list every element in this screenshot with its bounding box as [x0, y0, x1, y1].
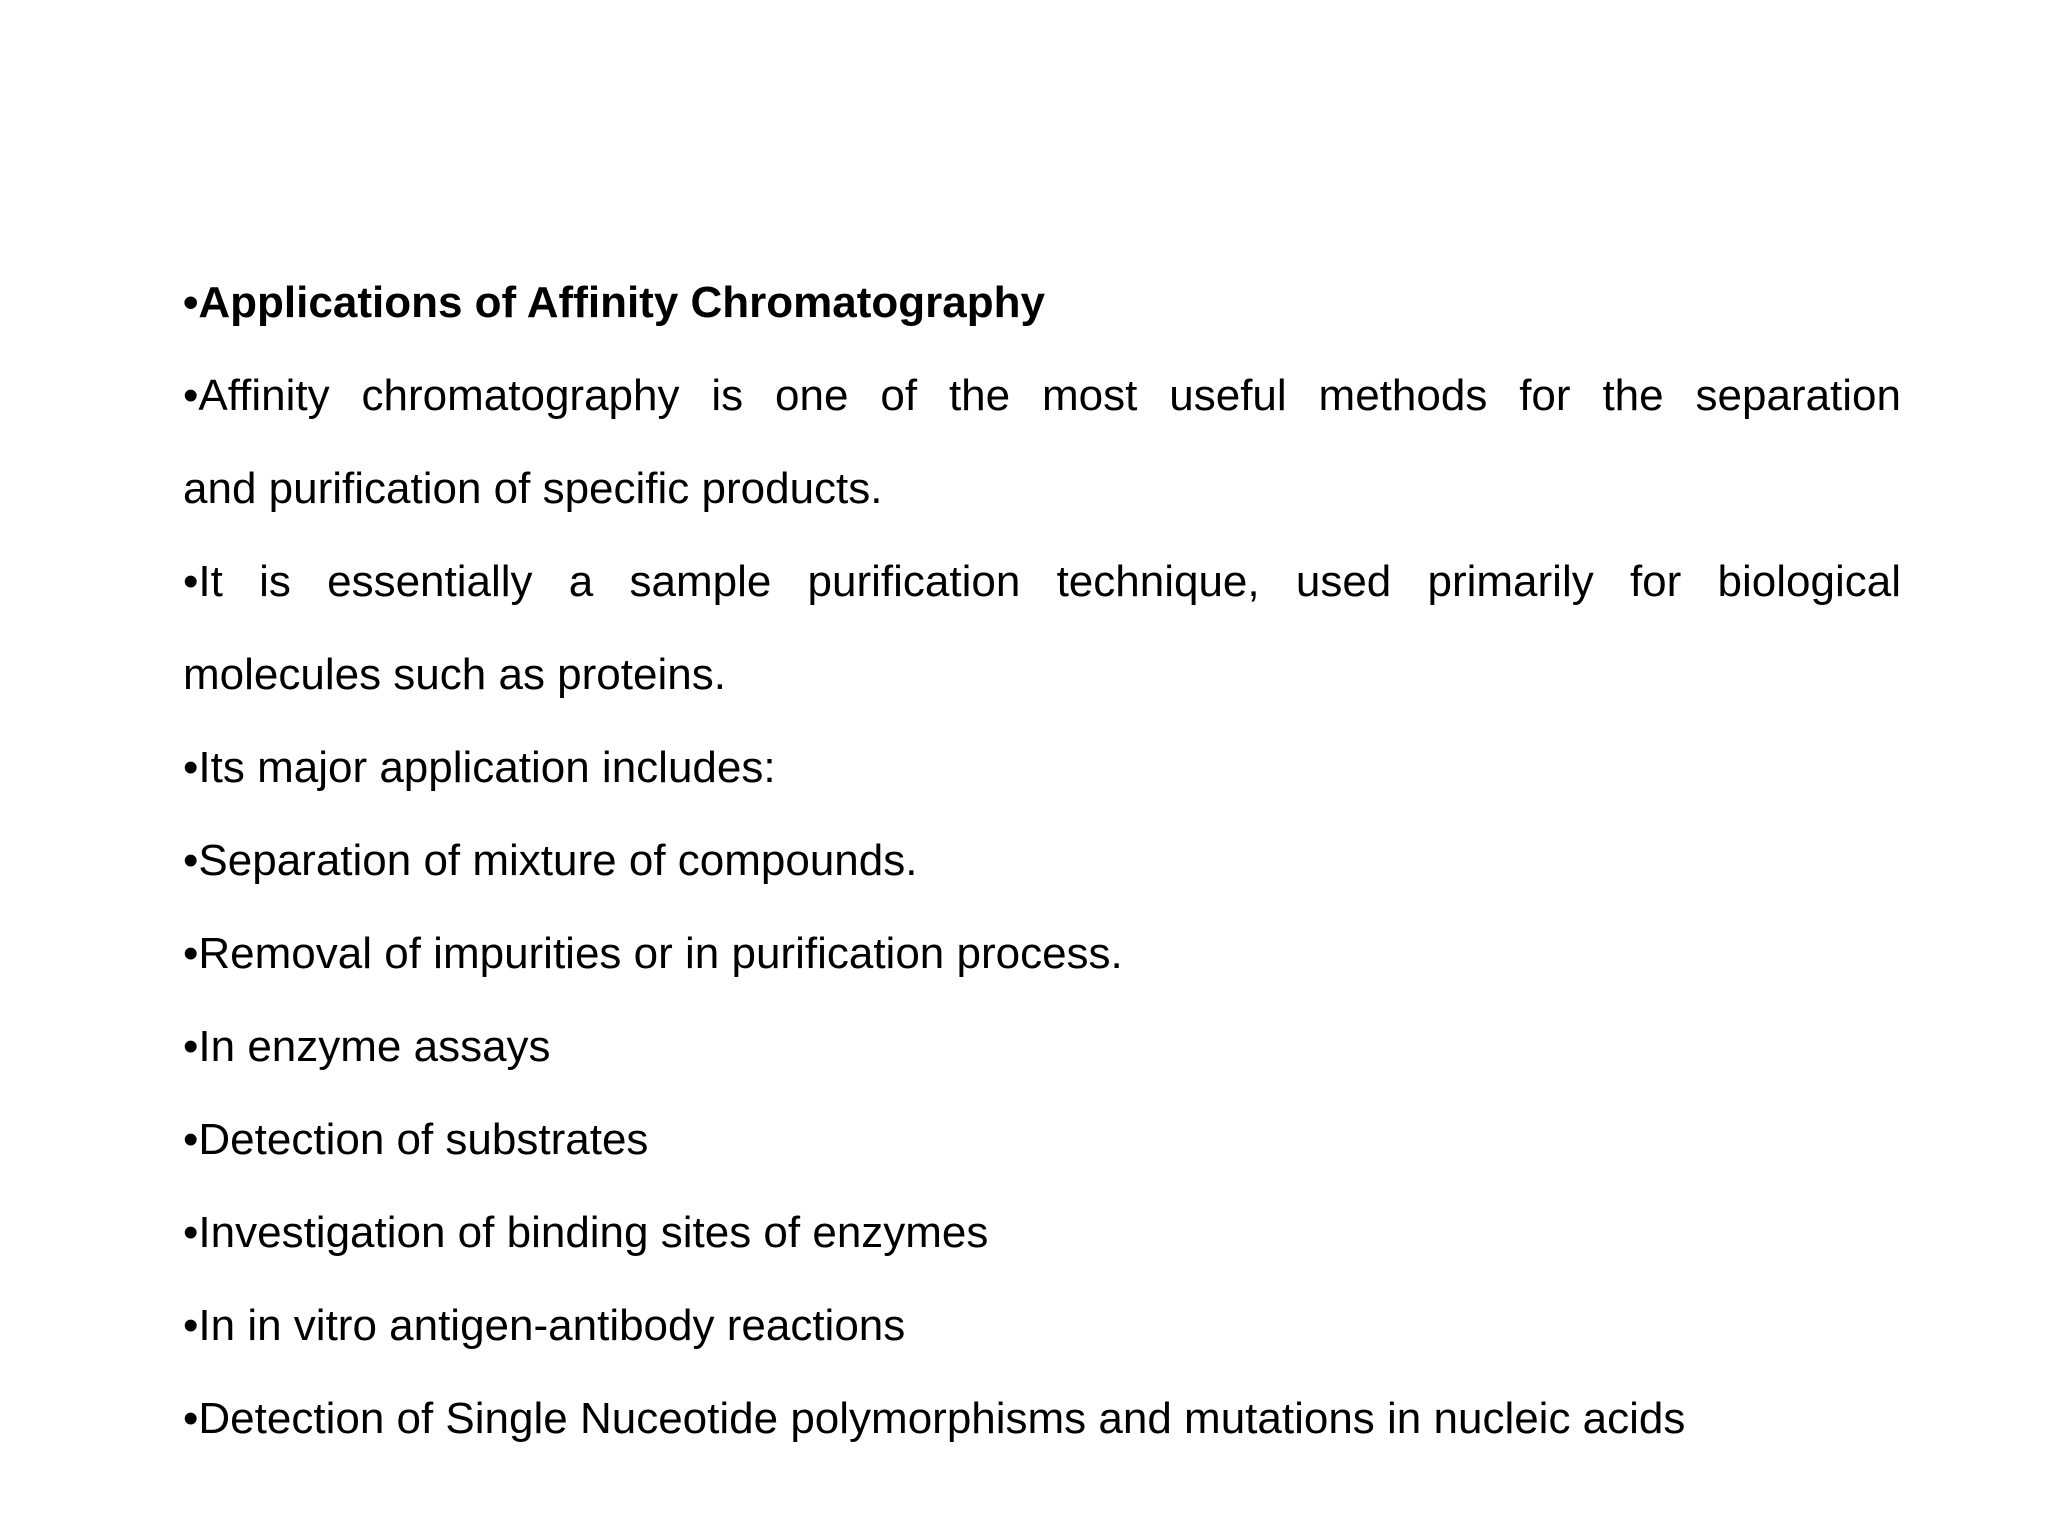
bullet-item: •Detection of substrates — [183, 1115, 649, 1164]
paragraph-purification-technique — [183, 535, 1901, 721]
bullet-item: •In in vitro antigen-antibody reactions — [183, 1301, 906, 1350]
bullet-item: •Separation of mixture of compounds. — [183, 836, 918, 885]
bullet-item: •Detection of Single Nuceotide polymorphisms and mutations in nucleic acids — [183, 1394, 1686, 1443]
paragraph-line: and purification of specific products. — [183, 464, 883, 513]
bullet-item: •In enzyme assays — [183, 1022, 551, 1071]
paragraph-line: molecules such as proteins. — [183, 650, 726, 699]
bullet-item: •Investigation of binding sites of enzymes — [183, 1208, 989, 1257]
bullet-item: •Its major application includes: — [183, 743, 776, 792]
paragraph-line: •Affinity chromatography is one of the most useful methods for the separation — [183, 371, 1901, 420]
bullet-item: •Removal of impurities or in purification process. — [183, 929, 1123, 978]
slide-content — [183, 256, 1901, 1465]
slide-heading: •Applications of Affinity Chromatography — [183, 278, 1045, 327]
paragraph-affinity-usefulness — [183, 349, 1901, 535]
paragraph-line: •It is essentially a sample purification technique, used primarily for biological — [183, 557, 1901, 606]
